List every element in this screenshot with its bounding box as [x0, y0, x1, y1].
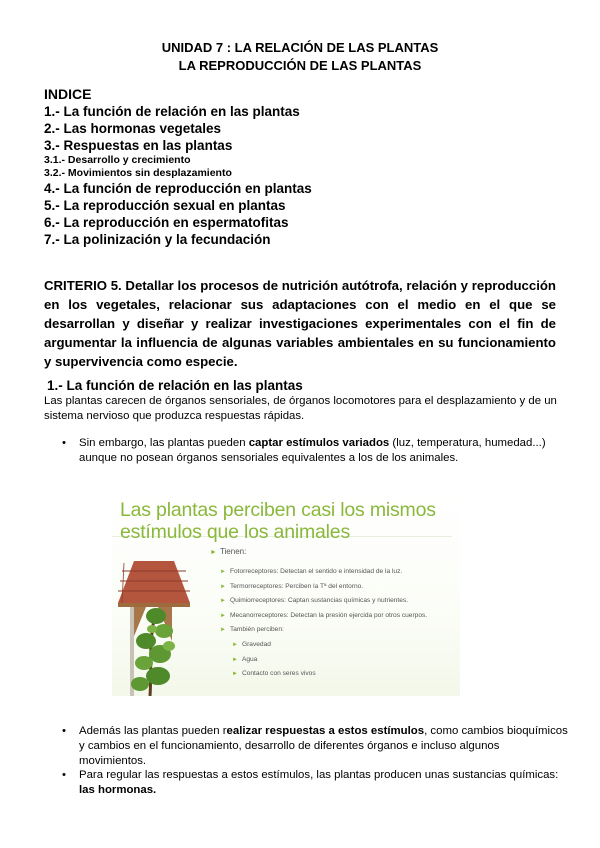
- index-item: 2.- Las hormonas vegetales: [44, 121, 222, 136]
- bullet-dot: •: [62, 769, 66, 781]
- arrow-icon: ►: [220, 612, 226, 619]
- index-subitem: 3.2.- Movimientos sin desplazamiento: [44, 167, 232, 179]
- slide-title-line: estímulos que los animales: [120, 521, 350, 543]
- bullet-text: , como cambios bioquímicos y cambios en el funcionamiento, desarrollo de diferentes órganos e incluso algunos movimientos.: [79, 725, 568, 767]
- slide-list-text: Termorreceptores: Perciben la Tª del entorno.: [229, 582, 364, 590]
- section-heading: 1.- La función de relación en las plantas: [47, 378, 303, 393]
- bullet-bold: las hormonas.: [79, 784, 157, 796]
- index-item: 5.- La reproducción sexual en plantas: [44, 198, 286, 213]
- slide-list-text: Fotorreceptores: Detectan el sentido e intensidad de la luz.: [229, 568, 403, 575]
- arrow-icon: ►: [220, 569, 226, 575]
- bullet-dot: •: [62, 725, 66, 737]
- slide-tienen-text: Tienen:: [219, 547, 247, 556]
- slide-list-text: Agua: [241, 655, 258, 663]
- slide-receptor-list: [220, 565, 427, 682]
- index-item: 6.- La reproducción en espermatofitas: [44, 215, 289, 230]
- bullet-bold: ealizar respuestas a estos estímulos: [226, 725, 425, 737]
- index-item: 4.- La función de reproducción en plantas: [44, 181, 312, 196]
- slide-list-item: [220, 609, 427, 624]
- arrow-icon: ►: [210, 549, 217, 556]
- arrow-icon: ►: [232, 656, 238, 663]
- bullet-text: Sin embargo, las plantas pueden: [79, 437, 249, 449]
- bullet-hormonas: [62, 768, 569, 798]
- slide-list-item: [220, 565, 427, 580]
- document-title: UNIDAD 7 : LA RELACIÓN DE LAS PLANTAS: [161, 40, 439, 55]
- slide-title: [120, 499, 460, 543]
- bullet-text: Además las plantas pueden r: [79, 725, 227, 737]
- slide-list-item: [220, 623, 427, 638]
- slide-list-text: Quimiorreceptores: Captan sustancias químicas y nutrientes.: [229, 597, 409, 605]
- criterio-paragraph: CRITERIO 5. Detallar los procesos de nutrición autótrofa, relación y reproducción en los vegetales, relacionar sus adaptaciones con el medio en el que se desarrollan y diseñar y realizar investigaciones experimentales con el fin de argumentar la influencia de algunas variables ambientales en su funcionamiento y supervivencia como especie.: [44, 278, 556, 369]
- slide-list-text: Gravedad: [241, 640, 271, 648]
- slide-list-item: [220, 594, 427, 609]
- index-item: 3.- Respuestas en las plantas: [44, 138, 233, 153]
- arrow-icon: ►: [220, 627, 226, 634]
- index-item: 7.- La polinización y la fecundación: [44, 232, 271, 247]
- section-intro: Las plantas carecen de órganos sensoriales, de órganos locomotores para el desplazamiento y de un sistema nervioso que produzca respuestas rápidas.: [44, 395, 557, 422]
- arrow-icon: ►: [232, 641, 238, 648]
- index-list: [44, 103, 312, 248]
- arrow-icon: ►: [220, 598, 226, 605]
- slide-list-text: También perciben:: [229, 626, 284, 634]
- slide-sublist-item: [220, 667, 427, 682]
- bullet-realizar-respuestas: [62, 724, 569, 769]
- slide-list-item: [220, 580, 427, 595]
- bullet-text: Para regular las respuestas a estos estímulos, las plantas producen unas sustancias químicas:: [79, 769, 559, 781]
- bullet-dot: •: [62, 437, 66, 449]
- slide-tienen-label: [210, 547, 246, 556]
- document-subtitle: LA REPRODUCCIÓN DE LAS PLANTAS: [178, 58, 422, 73]
- index-item: 1.- La función de relación en las plantas: [44, 104, 300, 119]
- slide-sublist-item: [220, 653, 427, 668]
- arrow-icon: ►: [232, 671, 238, 678]
- arrow-icon: ►: [220, 583, 226, 590]
- bullet-captar-estimulos: [62, 436, 569, 466]
- bullet-bold: captar estímulos variados: [248, 437, 390, 449]
- slide-title-line: Las plantas perciben casi los mismos: [120, 499, 436, 521]
- slide-image: [112, 491, 460, 696]
- bullet-text: (luz, temperatura, humedad...) aunque no posean órganos sensoriales equivalentes a los de los animales.: [79, 437, 546, 464]
- slide-sublist-item: [220, 638, 427, 653]
- index-subitem: 3.1.- Desarrollo y crecimiento: [44, 154, 191, 166]
- index-heading: INDICE: [44, 86, 92, 102]
- slide-list-text: Mecanorreceptores: Detectan la presión ejercida por otros cuerpos.: [229, 611, 428, 619]
- slide-list-text: Contacto con seres vivos: [241, 670, 316, 678]
